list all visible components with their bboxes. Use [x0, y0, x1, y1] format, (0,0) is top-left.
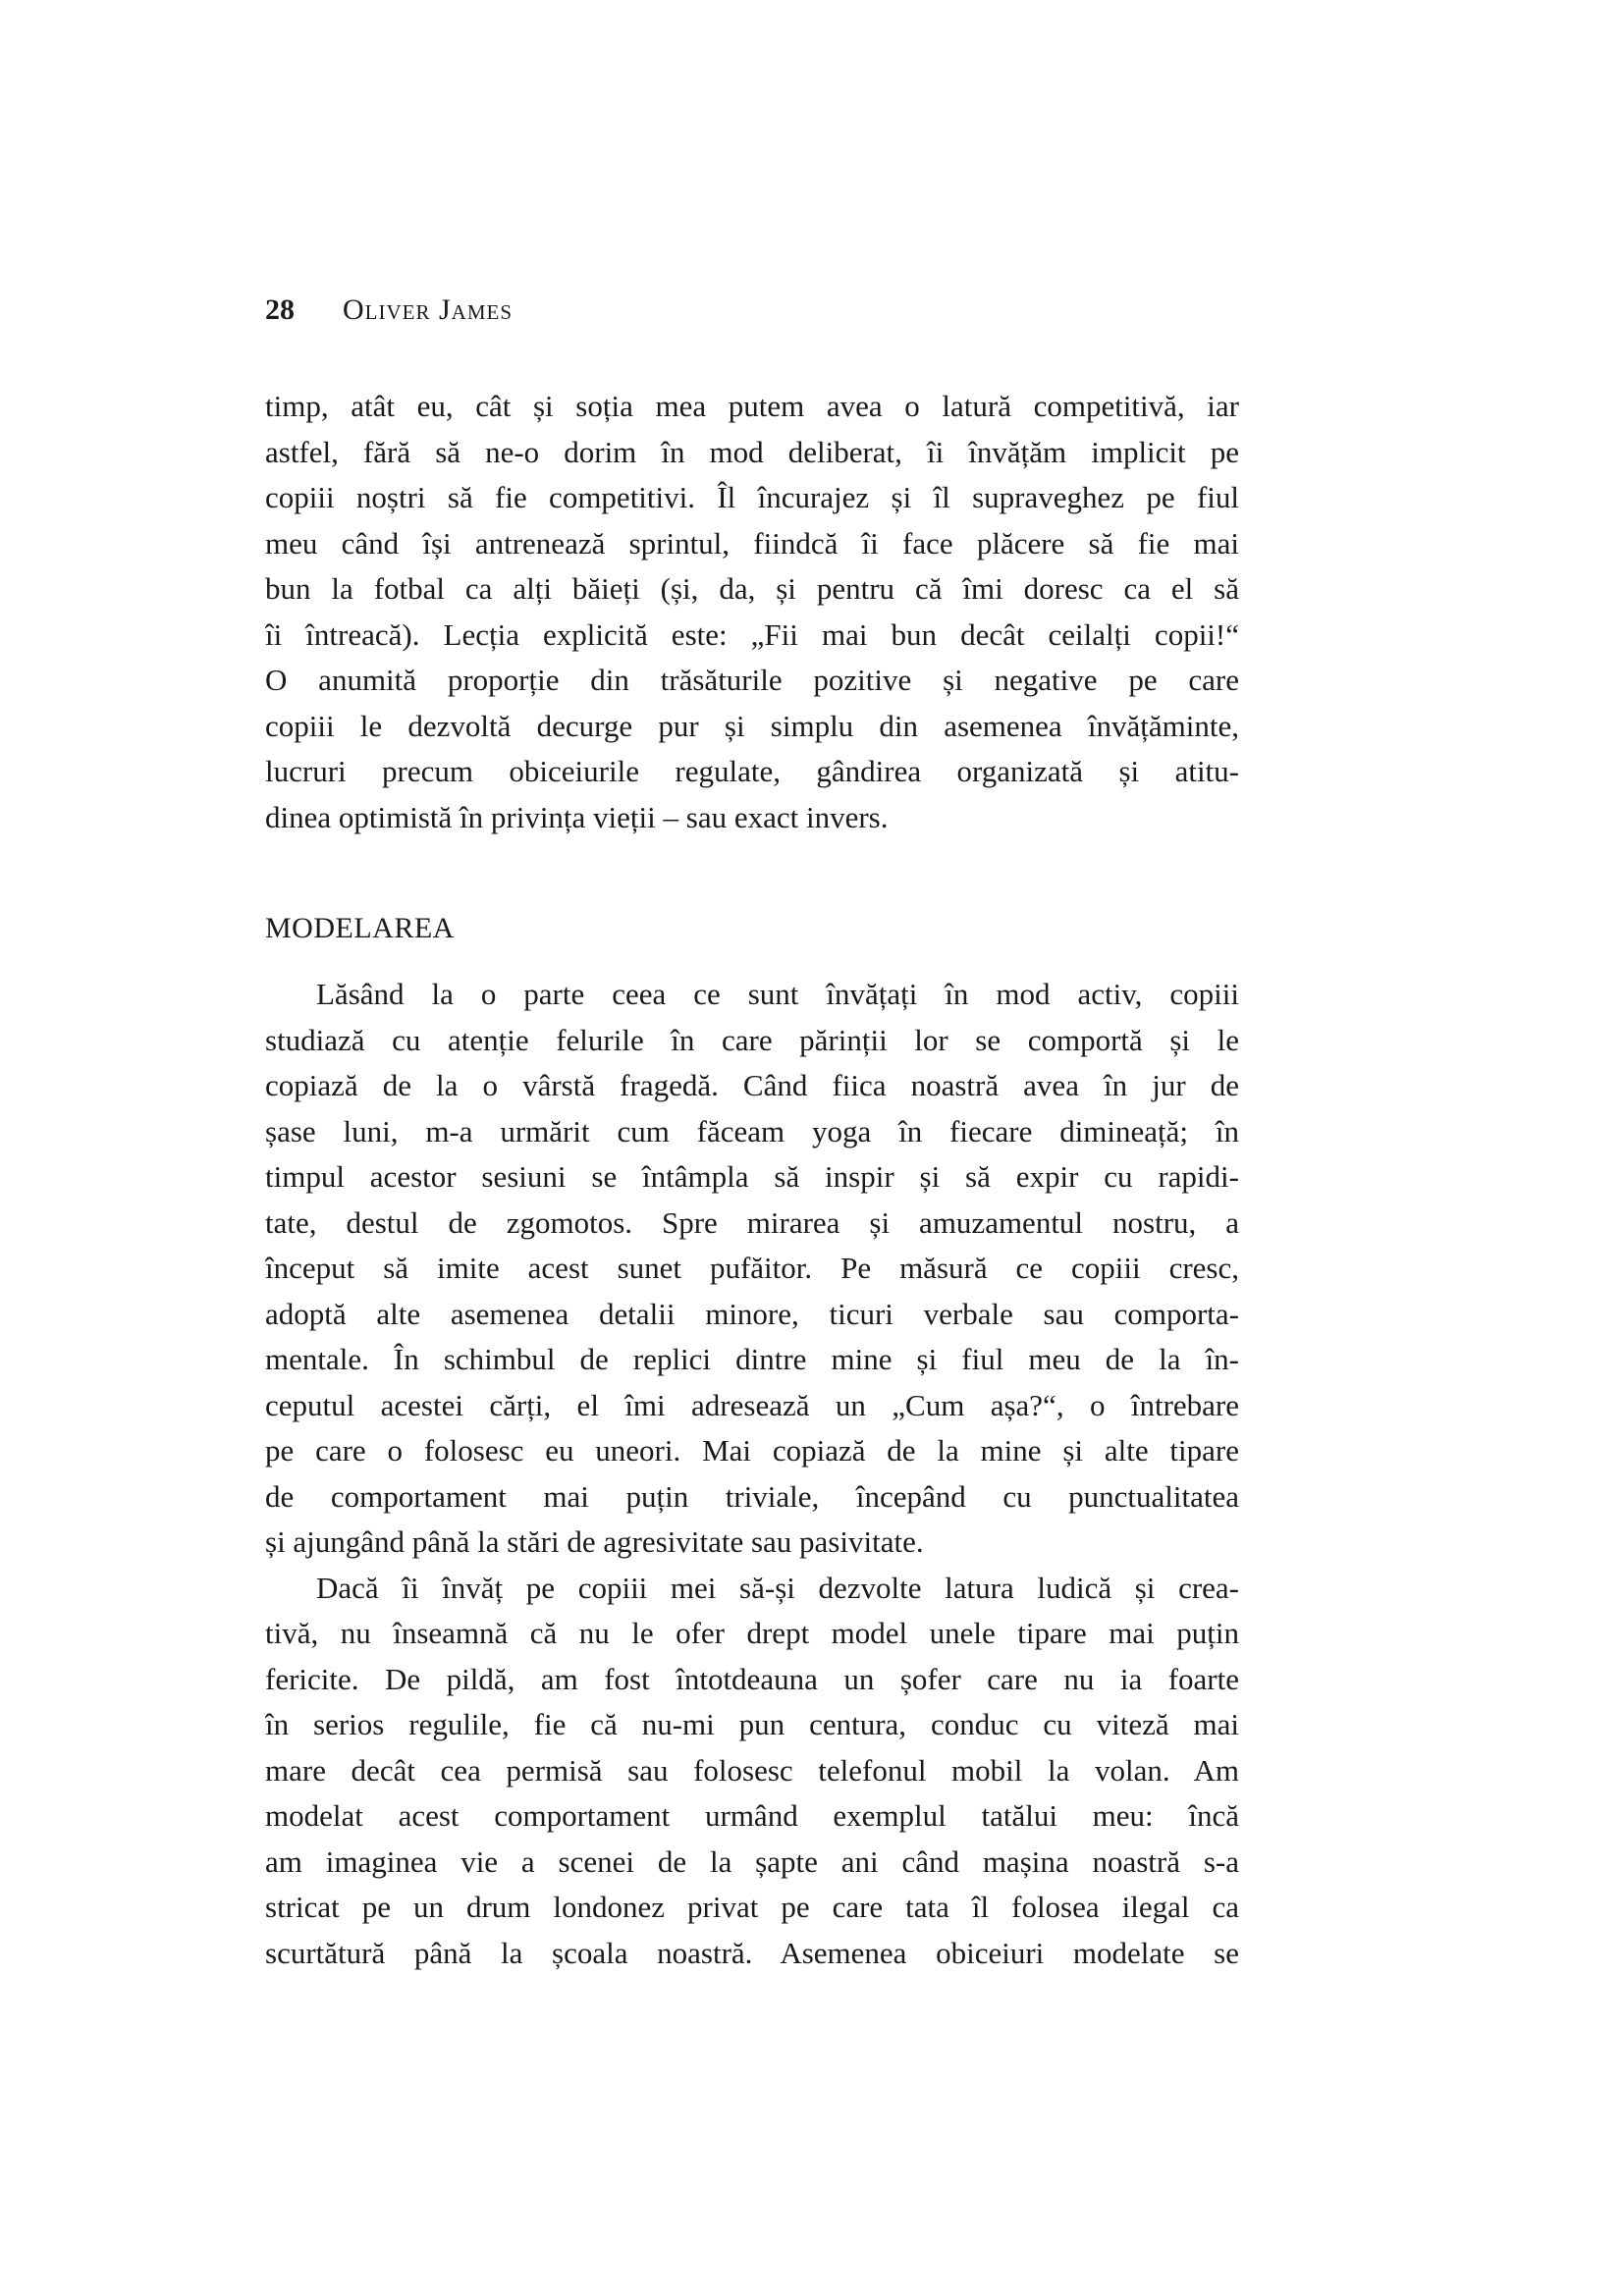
text-line: timp, atât eu, cât și soția mea putem avea o latură competitivă, iar — [265, 389, 1239, 423]
text-line: O anumită proporție din trăsăturile pozitive și negative pe care — [265, 663, 1239, 697]
text-line: fericite. De pildă, am fost întotdeauna un șofer care nu ia foarte — [265, 1661, 1239, 1696]
text-line: bun la fotbal ca alți băieți (și, da, și pentru că îmi doresc ca el să — [265, 571, 1239, 606]
text-line: timpul acestor sesiuni se întâmpla să inspir și să expir cu rapidi- — [265, 1159, 1239, 1194]
text-line: am imaginea vie a scenei de la șapte ani când mașina noastră s-a — [265, 1843, 1239, 1879]
text-line: ceputul acestei cărți, el îmi adresează un „Cum așa?“, o întrebare — [265, 1387, 1239, 1422]
text-line: modelat acest comportament urmând exemplul tatălui meu: încă — [265, 1798, 1239, 1833]
text-line: șase luni, m-a urmărit cum făceam yoga în fiecare dimineață; în — [265, 1113, 1239, 1148]
text-line: în serios regulile, fie că nu-mi pun centura, conduc cu viteză mai — [265, 1707, 1239, 1741]
author-name: Oliver James — [343, 294, 514, 326]
text-line: de comportament mai puțin triviale, începând cu punctualitatea — [265, 1478, 1239, 1514]
text-line: studiază cu atenție felurile în care părinții lor se comportă și le — [265, 1022, 1239, 1057]
text-line: astfel, fără să ne-o dorim în mod deliberat, îi învățăm implicit pe — [265, 434, 1239, 469]
text-line: copiii noștri să fie competitivi. Îl încurajez și îl supraveghez pe fiul — [265, 480, 1239, 514]
text-line: și ajungând până la stări de agresivitate sau pasivitate. — [265, 1524, 924, 1559]
running-header — [265, 289, 513, 332]
text-line: copiază de la o vârstă fragedă. Când fiica noastră avea în jur de — [265, 1068, 1239, 1102]
text-line: tivă, nu înseamnă că nu le ofer drept model unele tipare mai puțin — [265, 1616, 1239, 1650]
text-line: meu când își antrenează sprintul, fiindcă îi face plăcere să fie mai — [265, 525, 1239, 561]
paragraph-modelarea — [265, 972, 1239, 1976]
text-line: dinea optimistă în privința vieții – sau exact invers. — [265, 799, 889, 834]
text-line: copiii le dezvoltă decurge pur și simplu din asemenea învățăminte, — [265, 708, 1239, 743]
text-line: pe care o folosesc eu uneori. Mai copiază de la mine și alte tipare — [265, 1433, 1239, 1468]
text-line: mentale. În schimbul de replici dintre mine și fiul meu de la în- — [265, 1342, 1239, 1376]
text-line: mare decât cea permisă sau folosesc telefonul mobil la volan. Am — [265, 1752, 1239, 1788]
page-number: 28 — [265, 294, 295, 326]
text-line: tate, destul de zgomotos. Spre mirarea și amuzamentul nostru, a — [265, 1204, 1239, 1240]
text-line: scurtătură până la școala noastră. Asemenea obiceiuri modelate se — [265, 1935, 1239, 1970]
section-heading: MODELAREA — [265, 912, 455, 944]
text-line: Lăsând la o parte ceea ce sunt învățați în mod activ, copiii — [316, 977, 1239, 1011]
text-line: adoptă alte asemenea detalii minore, ticuri verbale sau comporta- — [265, 1296, 1239, 1331]
text-line: lucruri precum obiceiurile regulate, gândirea organizată și atitu- — [265, 754, 1239, 788]
text-line: Dacă îi învăț pe copiii mei să-și dezvolte latura ludică și crea- — [316, 1570, 1239, 1605]
text-line: început să imite acest sunet pufăitor. Pe măsură ce copiii cresc, — [265, 1251, 1239, 1285]
text-line: îi întreacă). Lecția explicită este: „Fii mai bun decât ceilalți copii!“ — [265, 616, 1239, 652]
paragraph-continued — [265, 384, 1239, 840]
text-line: stricat pe un drum londonez privat pe care tata îl folosea ilegal ca — [265, 1890, 1239, 1924]
